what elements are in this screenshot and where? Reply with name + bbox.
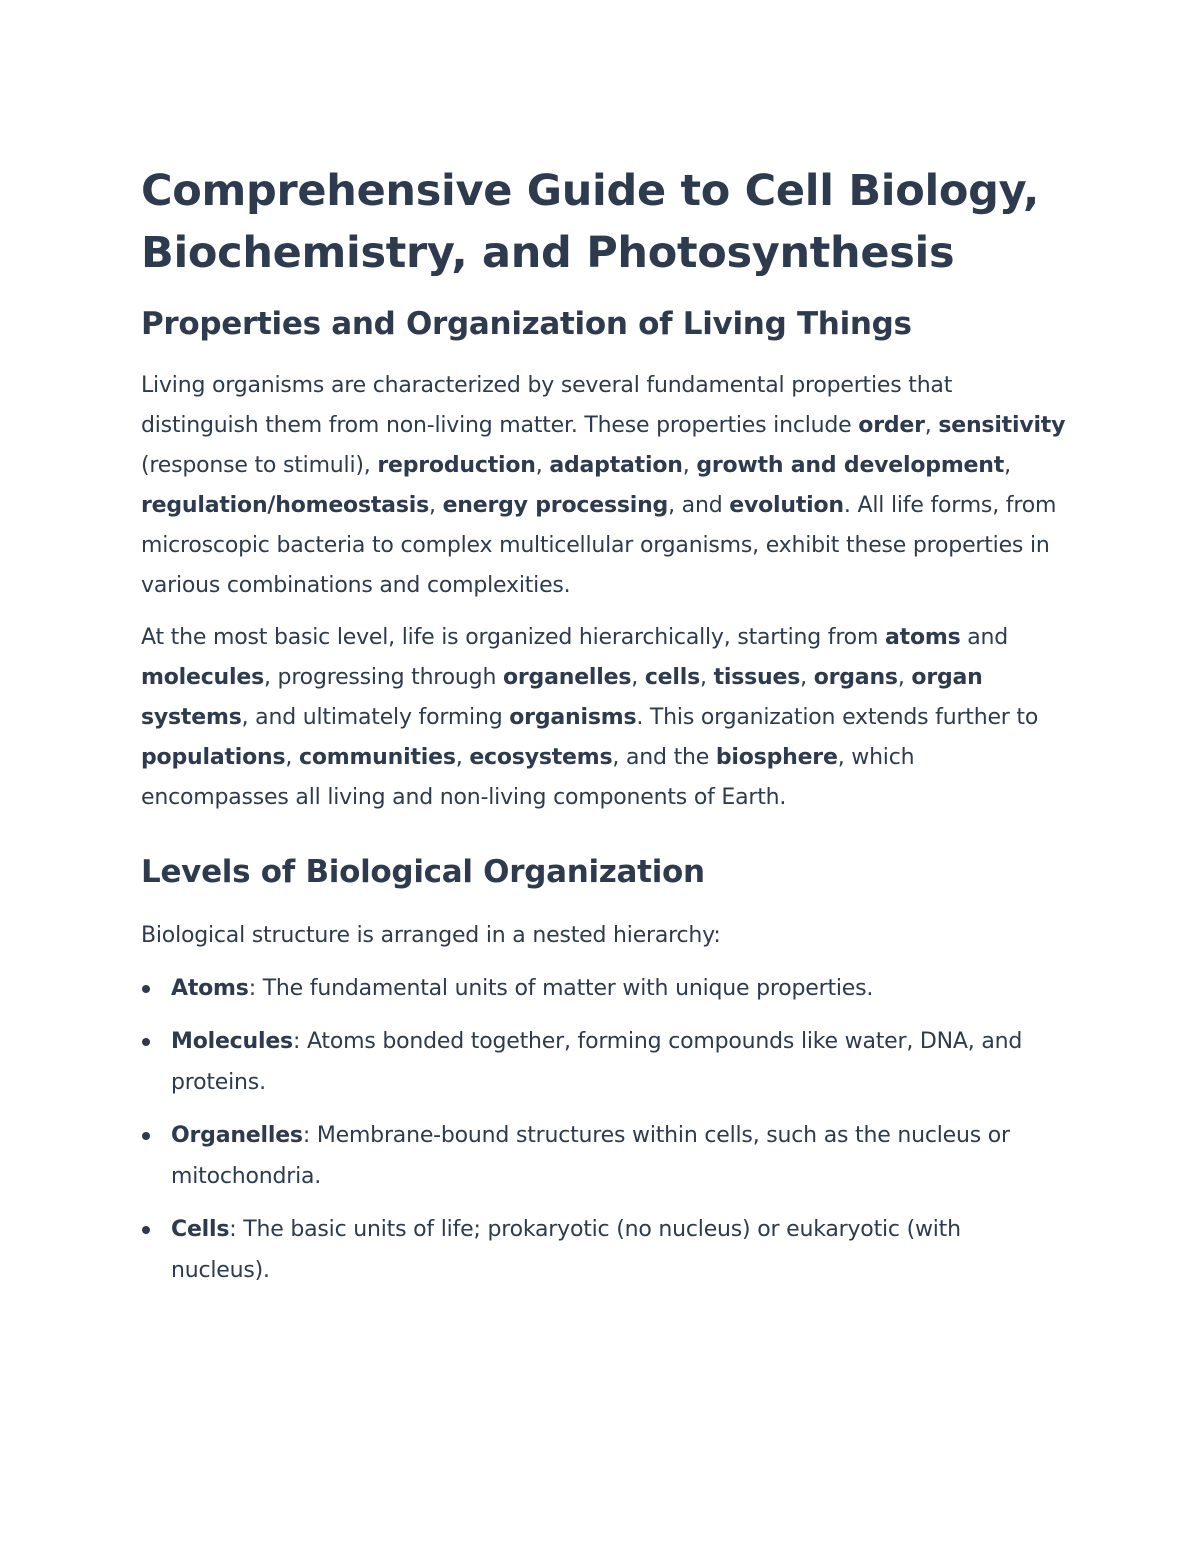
list-item: Organelles: Membrane-bound structures within cells, such as the nucleus or mitochondria.: [141, 1115, 1066, 1197]
document-page: [141, 160, 1066, 1303]
section-heading-levels: Levels of Biological Organization: [141, 854, 705, 890]
list-item: Molecules: Atoms bonded together, forming compounds like water, DNA, and proteins.: [141, 1021, 1066, 1103]
bullet-icon: [142, 985, 150, 993]
bullet-icon: [142, 1226, 150, 1234]
bullet-icon: [142, 1038, 150, 1046]
bullet-icon: [142, 1132, 150, 1140]
paragraph-properties: Living organisms are characterized by several fundamental properties that distinguish them from non-living matter. These properties include order, sensitivity (response to stimuli), reproduction, adaptation, growth and development, regulation/homeostasis, energy processing, and evolution. All life forms, from microscopic bacteria to complex multicellular organisms, exhibit these properties in various combinations and complexities.: [141, 373, 1066, 598]
levels-list: [141, 968, 1066, 1291]
paragraph-organization: At the most basic level, life is organized hierarchically, starting from atoms and molecules, progressing through organelles, cells, tissues, organs, organ systems, and ultimately forming organisms. This organization extends further to populations, communities, ecosystems, and the biosphere, which encompasses all living and non-living components of Earth.: [141, 625, 1039, 810]
document-title: Comprehensive Guide to Cell Biology, Biochemistry, and Photosynthesis: [141, 166, 1040, 278]
list-item: Cells: The basic units of life; prokaryotic (no nucleus) or eukaryotic (with nucleus).: [141, 1209, 1066, 1291]
paragraph-hierarchy-intro: Biological structure is arranged in a nested hierarchy:: [141, 923, 721, 948]
section-heading-properties: Properties and Organization of Living Things: [141, 306, 912, 342]
list-item: Atoms: The fundamental units of matter with unique properties.: [141, 968, 1066, 1009]
